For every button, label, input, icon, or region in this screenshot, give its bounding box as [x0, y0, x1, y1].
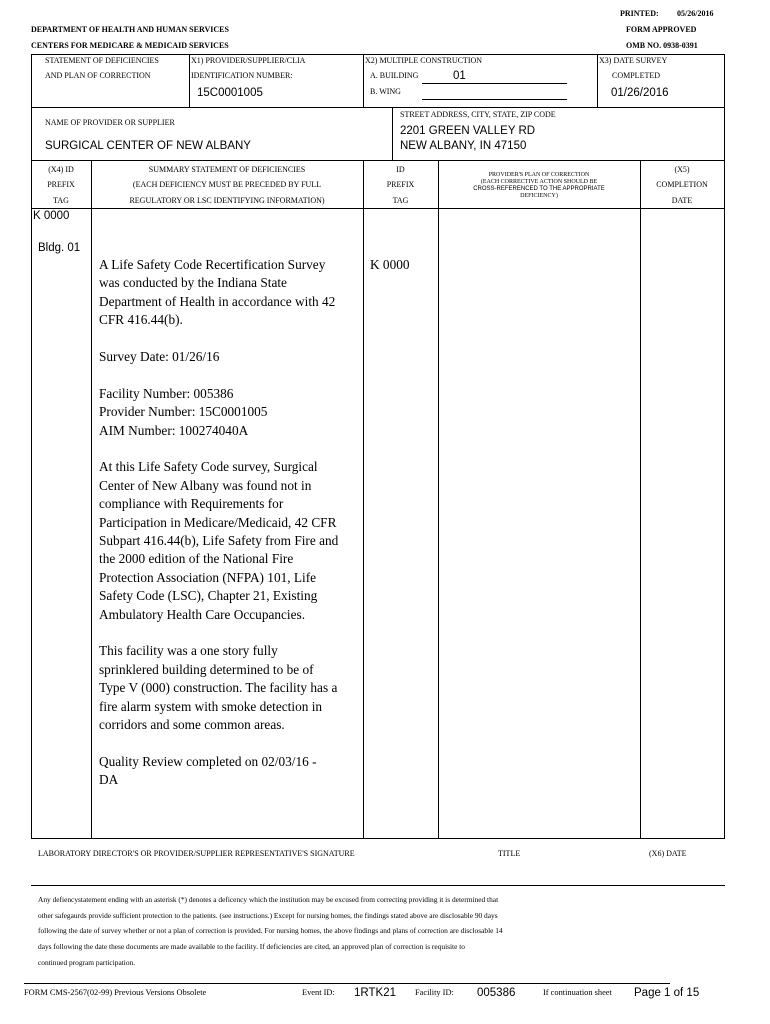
building-label: A. BUILDING	[370, 71, 419, 80]
statement-label-1: STATEMENT OF DEFICIENCIES	[45, 56, 159, 65]
disclaimer-line-2: other safegaurds provide sufficient protection to the patients. (see instructions.) Except for nursing homes, the findings stated above are disclosable 90 days	[38, 911, 498, 920]
id-header-1: ID	[396, 165, 405, 174]
disclaimer-line-1: Any defiencystatement ending with an asterisk (*) denotes a deficency which the institution may be excused from correcting providing it is determined that	[38, 895, 499, 904]
date-label: (X6) DATE	[649, 849, 687, 858]
x1-label-2: IDENTIFICATION NUMBER:	[191, 71, 293, 80]
address-line-2: NEW ALBANY, IN 47150	[400, 140, 527, 152]
building-tag: Bldg. 01	[38, 242, 81, 254]
paragraph-facility-numbers: Facility Number: 005386 Provider Number: 15C0001005 AIM Number: 100274040A	[99, 385, 268, 438]
provider-name-label: NAME OF PROVIDER OR SUPPLIER	[45, 118, 175, 127]
building-value: 01	[453, 70, 466, 82]
date-survey-value: 01/26/2016	[611, 87, 669, 99]
statement-label-2: AND PLAN OF CORRECTION	[45, 71, 151, 80]
plan-header-1: PROVIDER'S PLAN OF CORRECTION	[488, 172, 590, 178]
facility-id-label: Facility ID:	[415, 988, 454, 997]
printed-date: 05/26/2016	[677, 9, 714, 18]
event-id-value: 1RTK21	[354, 987, 396, 999]
signature-label: LABORATORY DIRECTOR'S OR PROVIDER/SUPPLIER REPRESENTATIVE'S SIGNATURE	[38, 849, 355, 858]
x5-header-2: COMPLETION	[656, 180, 708, 189]
printed-label: PRINTED:	[620, 9, 659, 18]
disclaimer-line-4: days following the date these documents are made available to the facility. If deficiencies are cited, an approved plan of correction is requisite to	[38, 942, 465, 951]
plan-header-2: (EACH CORRECTIVE ACTION SHOULD BE	[480, 179, 598, 185]
summary-header-2: (EACH DEFICIENCY MUST BE PRECEDED BY FULL	[132, 180, 322, 189]
plan-header-3: CROSS-REFERENCED TO THE APPROPRIATE	[473, 186, 605, 192]
continuation-label: If continuation sheet	[543, 988, 612, 997]
paragraph-facility-description: This facility was a one story fully sprinklered building determined to be of Type V (000) construction. The facility has a fire alarm system with smoke detection in corridors and some common areas.	[99, 643, 338, 733]
disclaimer-line-3: following the date of survey whether or not a plan of correction is provided. For nursing homes, the above findings and plans of correction are disclosable 14	[38, 926, 503, 935]
prefix-tag: K 0000	[33, 210, 70, 222]
summary-header-3: REGULATORY OR LSC IDENTIFYING INFORMATION)	[129, 196, 325, 205]
summary-text	[99, 256, 339, 808]
page-number: Page 1 of 15	[634, 987, 700, 999]
x2-label: X2) MULTIPLE CONSTRUCTION	[365, 56, 483, 65]
title-label: TITLE	[498, 849, 521, 858]
event-id-label: Event ID:	[302, 988, 335, 997]
wing-label: B. WING	[370, 87, 401, 96]
paragraph-survey-intro: A Life Safety Code Recertification Survey was conducted by the Indiana State Department of Health in accordance with 42 CFR 416.44(b).	[99, 257, 336, 328]
x1-label-1: X1) PROVIDER/SUPPLIER/CLIA	[191, 56, 306, 65]
plan-header-4: DEFICIENCY)	[520, 193, 558, 199]
form-number: FORM CMS-2567(02-99) Previous Versions Obsolete	[24, 988, 207, 997]
paragraph-compliance: At this Life Safety Code survey, Surgical Center of New Albany was found not in compliance with Requirements for Participation in Medicare/Medicaid, 42 CFR Subpart 416.44(b), Life Safety from Fire and the 2000 edition of the National Fire Protection Association (NFPA) 101, Life Safety Code (LSC), Chapter 21, Existing Ambulatory Health Care Occupancies.	[99, 459, 339, 622]
department-title: DEPARTMENT OF HEALTH AND HUMAN SERVICES	[31, 25, 229, 34]
form-approved: FORM APPROVED	[626, 25, 697, 34]
paragraph-survey-date: Survey Date: 01/26/16	[99, 349, 220, 365]
x5-header-3: DATE	[671, 196, 693, 205]
address-label: STREET ADDRESS, CITY, STATE, ZIP CODE	[400, 110, 556, 119]
x3-label-1: X3) DATE SURVEY	[599, 56, 668, 65]
id-header-3: TAG	[392, 196, 409, 205]
address-line-1: 2201 GREEN VALLEY RD	[400, 125, 536, 137]
disclaimer-line-5: continued program participation.	[38, 958, 136, 967]
x4-header-2: PREFIX	[47, 180, 75, 189]
provider-name-value: SURGICAL CENTER OF NEW ALBANY	[45, 140, 251, 152]
summary-header-1: SUMMARY STATEMENT OF DEFICIENCIES	[148, 165, 306, 174]
x3-label-2: COMPLETED	[612, 71, 660, 80]
id-tag: K 0000	[370, 257, 410, 272]
x4-header-1: (X4) ID	[48, 165, 74, 174]
facility-id-value: 005386	[477, 987, 516, 999]
omb-number: OMB NO. 0938-0391	[626, 41, 698, 50]
centers-title: CENTERS FOR MEDICARE & MEDICAID SERVICES	[31, 41, 229, 50]
paragraph-quality-review: Quality Review completed on 02/03/16 - DA	[99, 753, 317, 788]
provider-id-value: 15C0001005	[197, 87, 263, 99]
x4-header-3: TAG	[53, 196, 69, 205]
x5-header-1: (X5)	[674, 165, 690, 174]
id-header-2: PREFIX	[386, 180, 415, 189]
